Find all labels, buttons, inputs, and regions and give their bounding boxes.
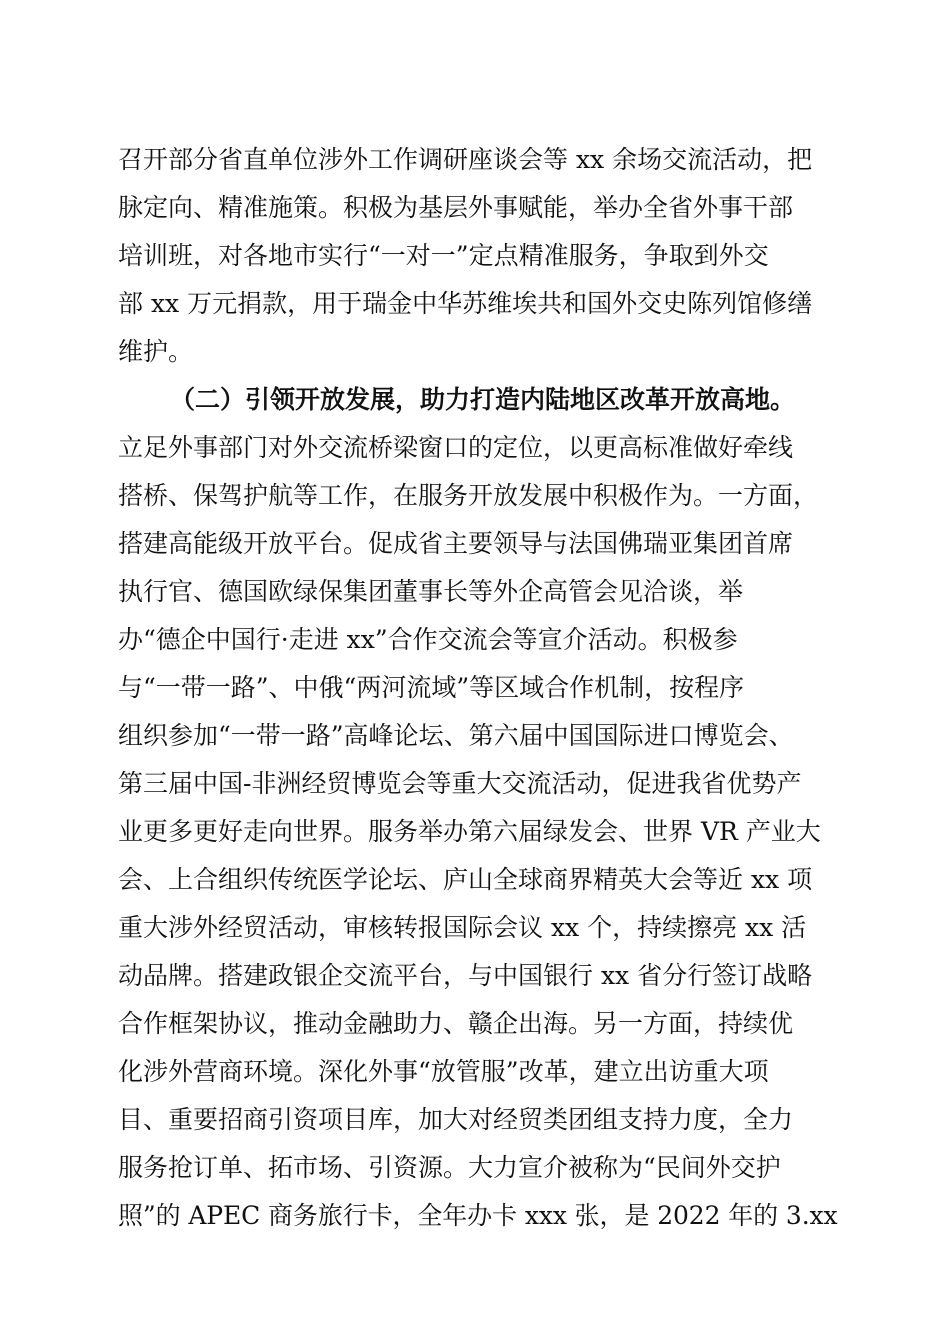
section-heading: （二）引领开放发展，助力打造内陆地区改革开放高地。	[170, 385, 796, 414]
text-line: 第三届中国-非洲经贸博览会等重大交流活动，促进我省优势产	[118, 769, 802, 798]
text-line: 召开部分省直单位涉外工作调研座谈会等 xx 余场交流活动，把	[118, 145, 813, 174]
text-line: 合作框架协议，推动金融助力、赣企出海。另一方面，持续优	[118, 1009, 794, 1038]
text-line: 部 xx 万元捐款，用于瑞金中华苏维埃共和国外交史陈列馆修缮	[118, 289, 813, 318]
text-line: 目、重要招商引资项目库，加大对经贸类团组支持力度，全力	[118, 1105, 794, 1134]
text-line: 培训班，对各地市实行“一对一”定点精准服务，争取到外交	[118, 241, 769, 270]
text-line: 业更多更好走向世界。服务举办第六届绿发会、世界 VR 产业大	[118, 817, 821, 846]
text-line: 会、上合组织传统医学论坛、庐山全球商界精英大会等近 xx 项	[118, 865, 813, 894]
text-line: 搭建高能级开放平台。促成省主要领导与法国佛瑞亚集团首席	[118, 529, 794, 558]
text-line: 维护。	[118, 337, 194, 366]
text-line: 执行官、德国欧绿保集团董事长等外企高管会见洽谈，举	[118, 577, 744, 606]
text-line: 立足外事部门对外交流桥梁窗口的定位，以更高标准做好牵线	[118, 433, 794, 462]
text-line: 与“一带一路”、中俄“两河流域”等区域合作机制，按程序	[118, 673, 745, 702]
text-line: 照”的 APEC 商务旅行卡，全年办卡 xxx 张，是 2022 年的 3.xx	[118, 1201, 838, 1230]
text-line: 服务抢订单、拓市场、引资源。大力宣介被称为“民间外交护	[118, 1153, 781, 1182]
text-line: 办“德企中国行·走进 xx”合作交流会等宣介活动。积极参	[118, 625, 738, 654]
text-line: 动品牌。搭建政银企交流平台，与中国银行 xx 省分行签订战略	[118, 961, 813, 990]
text-line: 重大涉外经贸活动，审核转报国际会议 xx 个，持续擦亮 xx 活	[118, 913, 807, 942]
text-line: 组织参加“一带一路”高峰论坛、第六届中国国际进口博览会、	[118, 721, 794, 750]
text-line: 搭桥、保驾护航等工作，在服务开放发展中积极作为。一方面，	[118, 481, 819, 510]
text-line: 脉定向、精准施策。积极为基层外事赋能，举办全省外事干部	[118, 193, 794, 222]
text-line: 化涉外营商环境。深化外事“放管服”改革，建立出访重大项	[118, 1057, 769, 1086]
